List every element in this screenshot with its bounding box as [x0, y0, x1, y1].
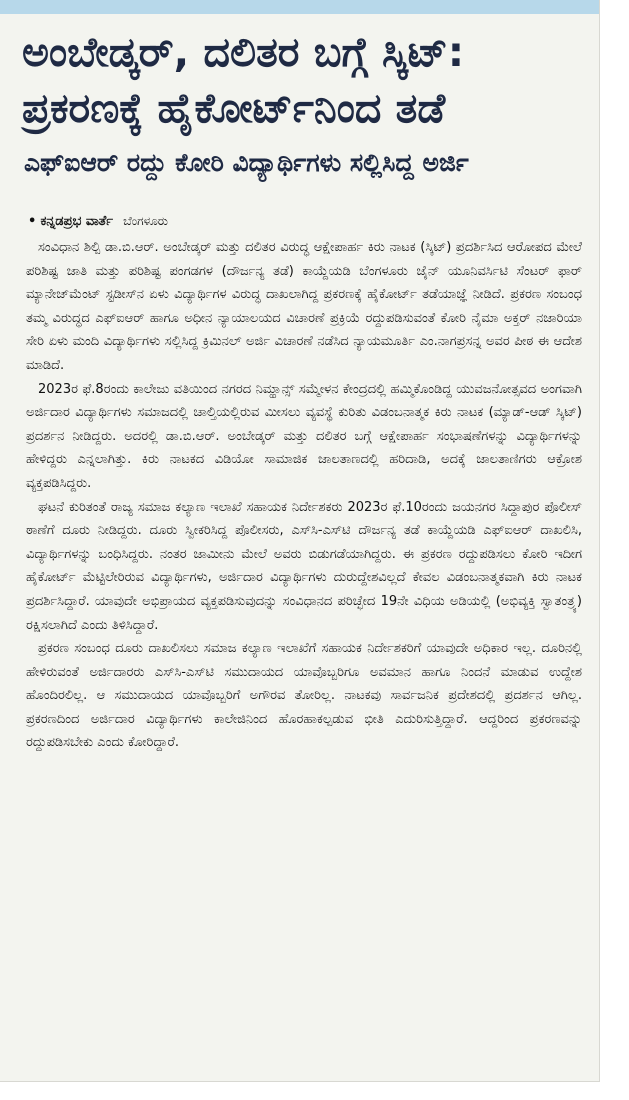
article-body [26, 236, 582, 755]
byline-place: ಬೆಂಗಳೂರು [123, 214, 168, 228]
headline: ಅಂಬೇಡ್ಕರ್, ದಲಿತರ ಬಗ್ಗೆ ಸ್ಕಿಟ್: ಪ್ರಕರಣಕ್ಕೆ ಹೈಕೋರ್ಟ್‌ನಿಂದ ತಡೆ [22, 28, 465, 132]
article-paragraph-4: ಪ್ರಕರಣ ಸಂಬಂಧ ದೂರು ದಾಖಲಿಸಲು ಸಮಾಜ ಕಲ್ಯಾಣ ಇಲಾಖೆಗೆ ಸಹಾಯಕ ನಿರ್ದೇಶಕರಿಗೆ ಯಾವುದೇ ಅಧಿಕಾರ ಇಲ್ಲ. ದೂರಿನಲ್ಲಿ ಹೇಳಿರುವಂತೆ ಅರ್ಜಿದಾರರು ಎಸ್‌ಸಿ-ಎಸ್‌ಟಿ ಸಮುದಾಯದ ಯಾವೊಬ್ಬರಿಗೂ ಅವಮಾನ ಹಾಗೂ ನಿಂದನೆ ಮಾಡುವ ಉದ್ದೇಶ ಹೊಂದಿರಲಿಲ್ಲ. ಆ ಸಮುದಾಯದ ಯಾವೊಬ್ಬರಿಗೆ ಅಗೌರವ ತೋರಿಲ್ಲ. ನಾಟಕವು ಸಾರ್ವಜನಿಕ ಪ್ರದೇಶದಲ್ಲಿ ಪ್ರದರ್ಶನ ಆಗಿಲ್ಲ. ಪ್ರಕರಣದಿಂದ ಅರ್ಜಿದಾರ ವಿದ್ಯಾರ್ಥಿಗಳು ಕಾಲೇಜಿನಿಂದ ಹೊರಹಾಕಲ್ಪಡುವ ಭೀತಿ ಎದುರಿಸುತ್ತಿದ್ದಾರೆ. ಆದ್ದರಿಂದ ಪ್ರಕರಣವನ್ನು ರದ್ದುಪಡಿಸಬೇಕು ಎಂದು ಕೋರಿದ್ದಾರೆ. [26, 641, 582, 751]
article-paragraph-1: ಸಂವಿಧಾನ ಶಿಲ್ಪಿ ಡಾ.ಬಿ.ಆರ್. ಅಂಬೇಡ್ಕರ್ ಮತ್ತು ದಲಿತರ ವಿರುದ್ಧ ಆಕ್ಷೇಪಾರ್ಹ ಕಿರು ನಾಟಕ (ಸ್ಕಿಟ್) ಪ್ರದರ್ಶಿಸಿದ ಆರೋಪದ ಮೇಲೆ ಪರಿಶಿಷ್ಟ ಜಾತಿ ಮತ್ತು ಪರಿಶಿಷ್ಟ ಪಂಗಡಗಳ (ದೌರ್ಜನ್ಯ ತಡೆ) ಕಾಯ್ದೆಯಡಿ ಬೆಂಗಳೂರು ಜೈನ್ ಯೂನಿವರ್ಸಿಟಿ ಸೆಂಟರ್ ಫಾರ್ ಮ್ಯಾನೇಜ್‌ಮೆಂಟ್ ಸ್ಟಡೀಸ್‌ನ ಏಳು ವಿದ್ಯಾರ್ಥಿಗಳ ವಿರುದ್ಧ ದಾಖಲಾಗಿದ್ದ ಪ್ರಕರಣಕ್ಕೆ ಹೈಕೋರ್ಟ್ ತಡೆಯಾಜ್ಞೆ ನೀಡಿದೆ. ಪ್ರಕರಣ ಸಂಬಂಧ ತಮ್ಮ ವಿರುದ್ಧದ ಎಫ್‌ಐಆರ್ ಹಾಗೂ ಅಧೀನ ನ್ಯಾಯಾಲಯದ ವಿಚಾರಣೆ ಪ್ರಕ್ರಿಯೆ ರದ್ದುಪಡಿಸುವಂತೆ ಕೋರಿ ನೈಮಾ ಅಕ್ತರ್ ನಜಾರಿಯಾ ಸೇರಿ ಏಳು ಮಂದಿ ವಿದ್ಯಾರ್ಥಿಗಳು ಸಲ್ಲಿಸಿದ್ದ ಕ್ರಿಮಿನಲ್ ಅರ್ಜಿ ವಿಚಾರಣೆ ನಡೆಸಿದ ನ್ಯಾಯಮೂರ್ತಿ ಎಂ.ನಾಗಪ್ರಸನ್ನ ಅವರ ಪೀಠ ಈ ಆದೇಶ ಮಾಡಿದೆ. [26, 240, 582, 373]
top-color-strip [0, 0, 600, 14]
byline-source: ಕನ್ನಡಪ್ರಭ ವಾರ್ತೆ [40, 214, 113, 229]
subheadline: ಎಫ್‌ಐಆರ್ ರದ್ದು ಕೋರಿ ವಿದ್ಯಾರ್ಥಿಗಳು ಸಲ್ಲಿಸಿದ್ದ ಅರ್ಜಿ [24, 148, 469, 177]
article-paragraph-2: 2023ರ ಫೆ.8ರಂದು ಕಾಲೇಜು ವತಿಯಿಂದ ನಗರದ ನಿಮ್ಹಾನ್ಸ್ ಸಮ್ಮೇಳನ ಕೇಂದ್ರದಲ್ಲಿ ಹಮ್ಮಿಕೊಂಡಿದ್ದ ಯುವಜನೋತ್ಸವದ ಅಂಗವಾಗಿ ಅರ್ಜಿದಾರ ವಿದ್ಯಾರ್ಥಿಗಳು ಸಮಾಜದಲ್ಲಿ ಚಾಲ್ತಿಯಲ್ಲಿರುವ ಮೀಸಲು ವ್ಯವಸ್ಥೆ ಕುರಿತು ವಿಡಂಬನಾತ್ಮಕ ಕಿರು ನಾಟಕ (ಮ್ಯಾಡ್-ಆಡ್ ಸ್ಕಿಟ್) ಪ್ರದರ್ಶನ ನೀಡಿದ್ದರು. ಅದರಲ್ಲಿ ಡಾ.ಬಿ.ಆರ್. ಅಂಬೇಡ್ಕರ್ ಮತ್ತು ದಲಿತರ ಬಗ್ಗೆ ಆಕ್ಷೇಪಾರ್ಹ ಸಂಭಾಷಣೆಗಳನ್ನು ವಿದ್ಯಾರ್ಥಿಗಳನ್ನು ಹೇಳಿದ್ದರು ಎನ್ನಲಾಗಿತ್ತು. ಕಿರು ನಾಟಕದ ವಿಡಿಯೋ ಸಾಮಾಜಿಕ ಜಾಲತಾಣದಲ್ಲಿ ಹರಿದಾಡಿ, ಅದಕ್ಕೆ ಜಾಲತಾಣಿಗರು ಆಕ್ರೋಶ ವ್ಯಕ್ತಪಡಿಸಿದ್ದರು. [26, 381, 582, 491]
byline-bullet: • [28, 214, 37, 229]
byline [28, 212, 568, 231]
article-paragraph-3: ಘಟನೆ ಕುರಿತಂತೆ ರಾಜ್ಯ ಸಮಾಜ ಕಲ್ಯಾಣ ಇಲಾಖೆ ಸಹಾಯಕ ನಿರ್ದೇಶಕರು 2023ರ ಫೆ.10ರಂದು ಜಯನಗರ ಸಿದ್ದಾಪುರ ಪೊಲೀಸ್ ಠಾಣೆಗೆ ದೂರು ನೀಡಿದ್ದರು. ದೂರು ಸ್ವೀಕರಿಸಿದ್ದ ಪೊಲೀಸರು, ಎಸ್‌ಸಿ-ಎಸ್‌ಟಿ ದೌರ್ಜನ್ಯ ತಡೆ ಕಾಯ್ದೆಯಡಿ ಎಫ್‌ಐಆರ್ ದಾಖಲಿಸಿ, ವಿದ್ಯಾರ್ಥಿಗಳನ್ನು ಬಂಧಿಸಿದ್ದರು. ನಂತರ ಜಾಮೀನು ಮೇಲೆ ಅವರು ಬಿಡುಗಡೆಯಾಗಿದ್ದರು. ಈ ಪ್ರಕರಣ ರದ್ದುಪಡಿಸಲು ಕೋರಿ ಇದೀಗ ಹೈಕೋರ್ಟ್ ಮೆಟ್ಟಿಲೇರಿರುವ ವಿದ್ಯಾರ್ಥಿಗಳು, ಅರ್ಜಿದಾರ ವಿದ್ಯಾರ್ಥಿಗಳು ದುರುದ್ದೇಶವಿಲ್ಲದೆ ಕೇವಲ ವಿಡಂಬನಾತ್ಮಕವಾಗಿ ಕಿರು ನಾಟಕ ಪ್ರದರ್ಶಿಸಿದ್ದಾರೆ. ಯಾವುದೇ ಅಭಿಪ್ರಾಯದ ವ್ಯಕ್ತಪಡಿಸುವುದನ್ನು ಸಂವಿಧಾನದ ಪರಿಚ್ಛೇದ 19ನೇ ವಿಧಿಯ ಅಡಿಯಲ್ಲಿ (ಅಭಿವ್ಯಕ್ತಿ ಸ್ವಾತಂತ್ರ್ಯ) ರಕ್ಷಿಸಲಾಗಿದೆ ಎಂದು ತಿಳಿಸಿದ್ದಾರೆ. [26, 499, 582, 633]
